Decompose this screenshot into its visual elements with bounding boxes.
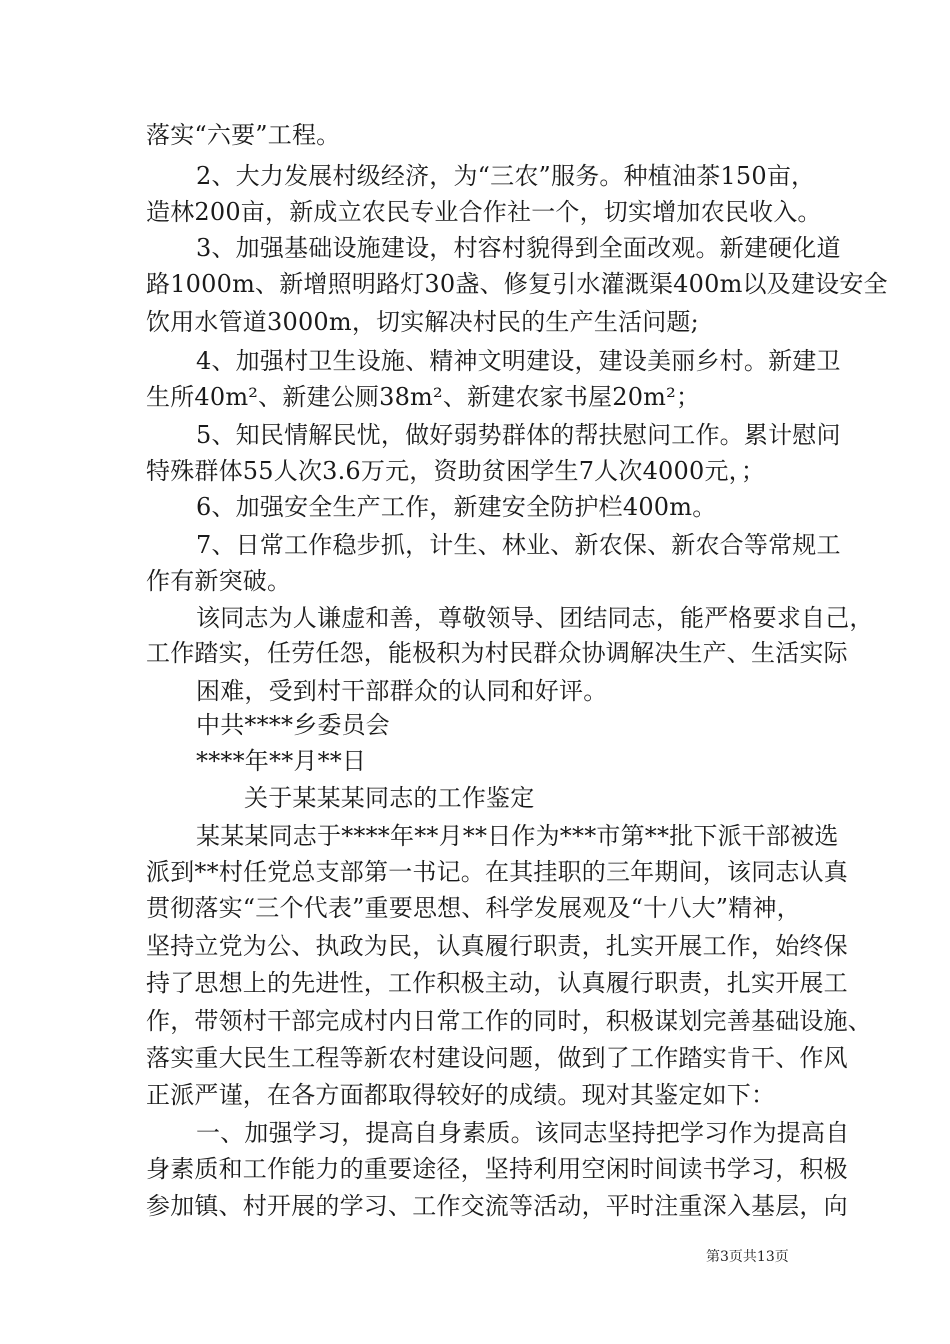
signature-date: ****年**月**日 [196,747,367,775]
text-line: 困难，受到村干部群众的认同和好评。 [196,677,608,705]
text-line: 贯彻落实“三个代表”重要思想、科学发展观及“十八大”精神， [146,894,801,922]
text-line: 落实“六要”工程。 [146,121,341,149]
text-line: 7、日常工作稳步抓，计生、林业、新农保、新农合等常规工 [196,531,841,559]
text-line: 正派严谨，在各方面都取得较好的成绩。现对其鉴定如下： [146,1081,776,1109]
text-line: 作有新突破。 [146,567,292,595]
text-line: 工作踏实，任劳任怨，能极积为村民群众协调解决生产、生活实际 [146,639,848,667]
text-line: 某某某同志于****年**月**日作为***市第**批下派干部被选 [196,822,839,850]
text-line: 6、加强安全生产工作，新建安全防护栏400m。 [196,493,717,521]
text-line: 作，带领村干部完成村内日常工作的同时，积极谋划完善基础设施、 [146,1007,872,1035]
text-line: 特殊群体55人次3.6万元，资助贫困学生7人次4000元，； [146,457,766,485]
text-line: 派到**村任党总支部第一书记。在其挂职的三年期间，该同志认真 [146,858,848,886]
text-line: 落实重大民生工程等新农村建设问题，做到了工作踏实肯干、作风 [146,1044,848,1072]
text-line: 身素质和工作能力的重要途径，坚持利用空闲时间读书学习，积极 [146,1155,848,1183]
page-number-footer: 第3页共13页 [706,1249,789,1265]
text-line: 造林200亩，新成立农民专业合作社一个，切实增加农民收入。 [146,198,822,226]
section-title: 关于某某某同志的工作鉴定 [244,784,535,812]
text-line: 饮用水管道3000m，切实解决村民的生产生活问题; [146,308,699,336]
signature-organization: 中共****乡委员会 [196,711,390,739]
text-line: 一、加强学习，提高自身素质。该同志坚持把学习作为提高自 [196,1119,850,1147]
text-line: 参加镇、村开展的学习、工作交流等活动，平时注重深入基层，向 [146,1192,848,1220]
text-line: 持了思想上的先进性，工作积极主动，认真履行职责，扎实开展工 [146,969,848,997]
text-line: 4、加强村卫生设施、精神文明建设，建设美丽乡村。新建卫 [196,347,841,375]
text-line: 路1000m、新增照明路灯30盏、修复引水灌溉渠400m以及建设安全 [146,270,888,298]
text-line: 5、知民情解民忧，做好弱势群体的帮扶慰问工作。累计慰问 [196,421,841,449]
text-line: 该同志为人谦虚和善，尊敬领导、团结同志，能严格要求自己， [196,604,874,632]
text-line: 3、加强基础设施建设，村容村貌得到全面改观。新建硬化道 [196,234,841,262]
text-line: 生所40m²、新建公厕38m²、新建农家书屋20m²； [146,383,701,411]
text-line: 坚持立党为公、执政为民，认真履行职责，扎实开展工作，始终保 [146,932,848,960]
text-line: 2、大力发展村级经济，为“三农”服务。种植油茶150亩， [196,162,816,190]
